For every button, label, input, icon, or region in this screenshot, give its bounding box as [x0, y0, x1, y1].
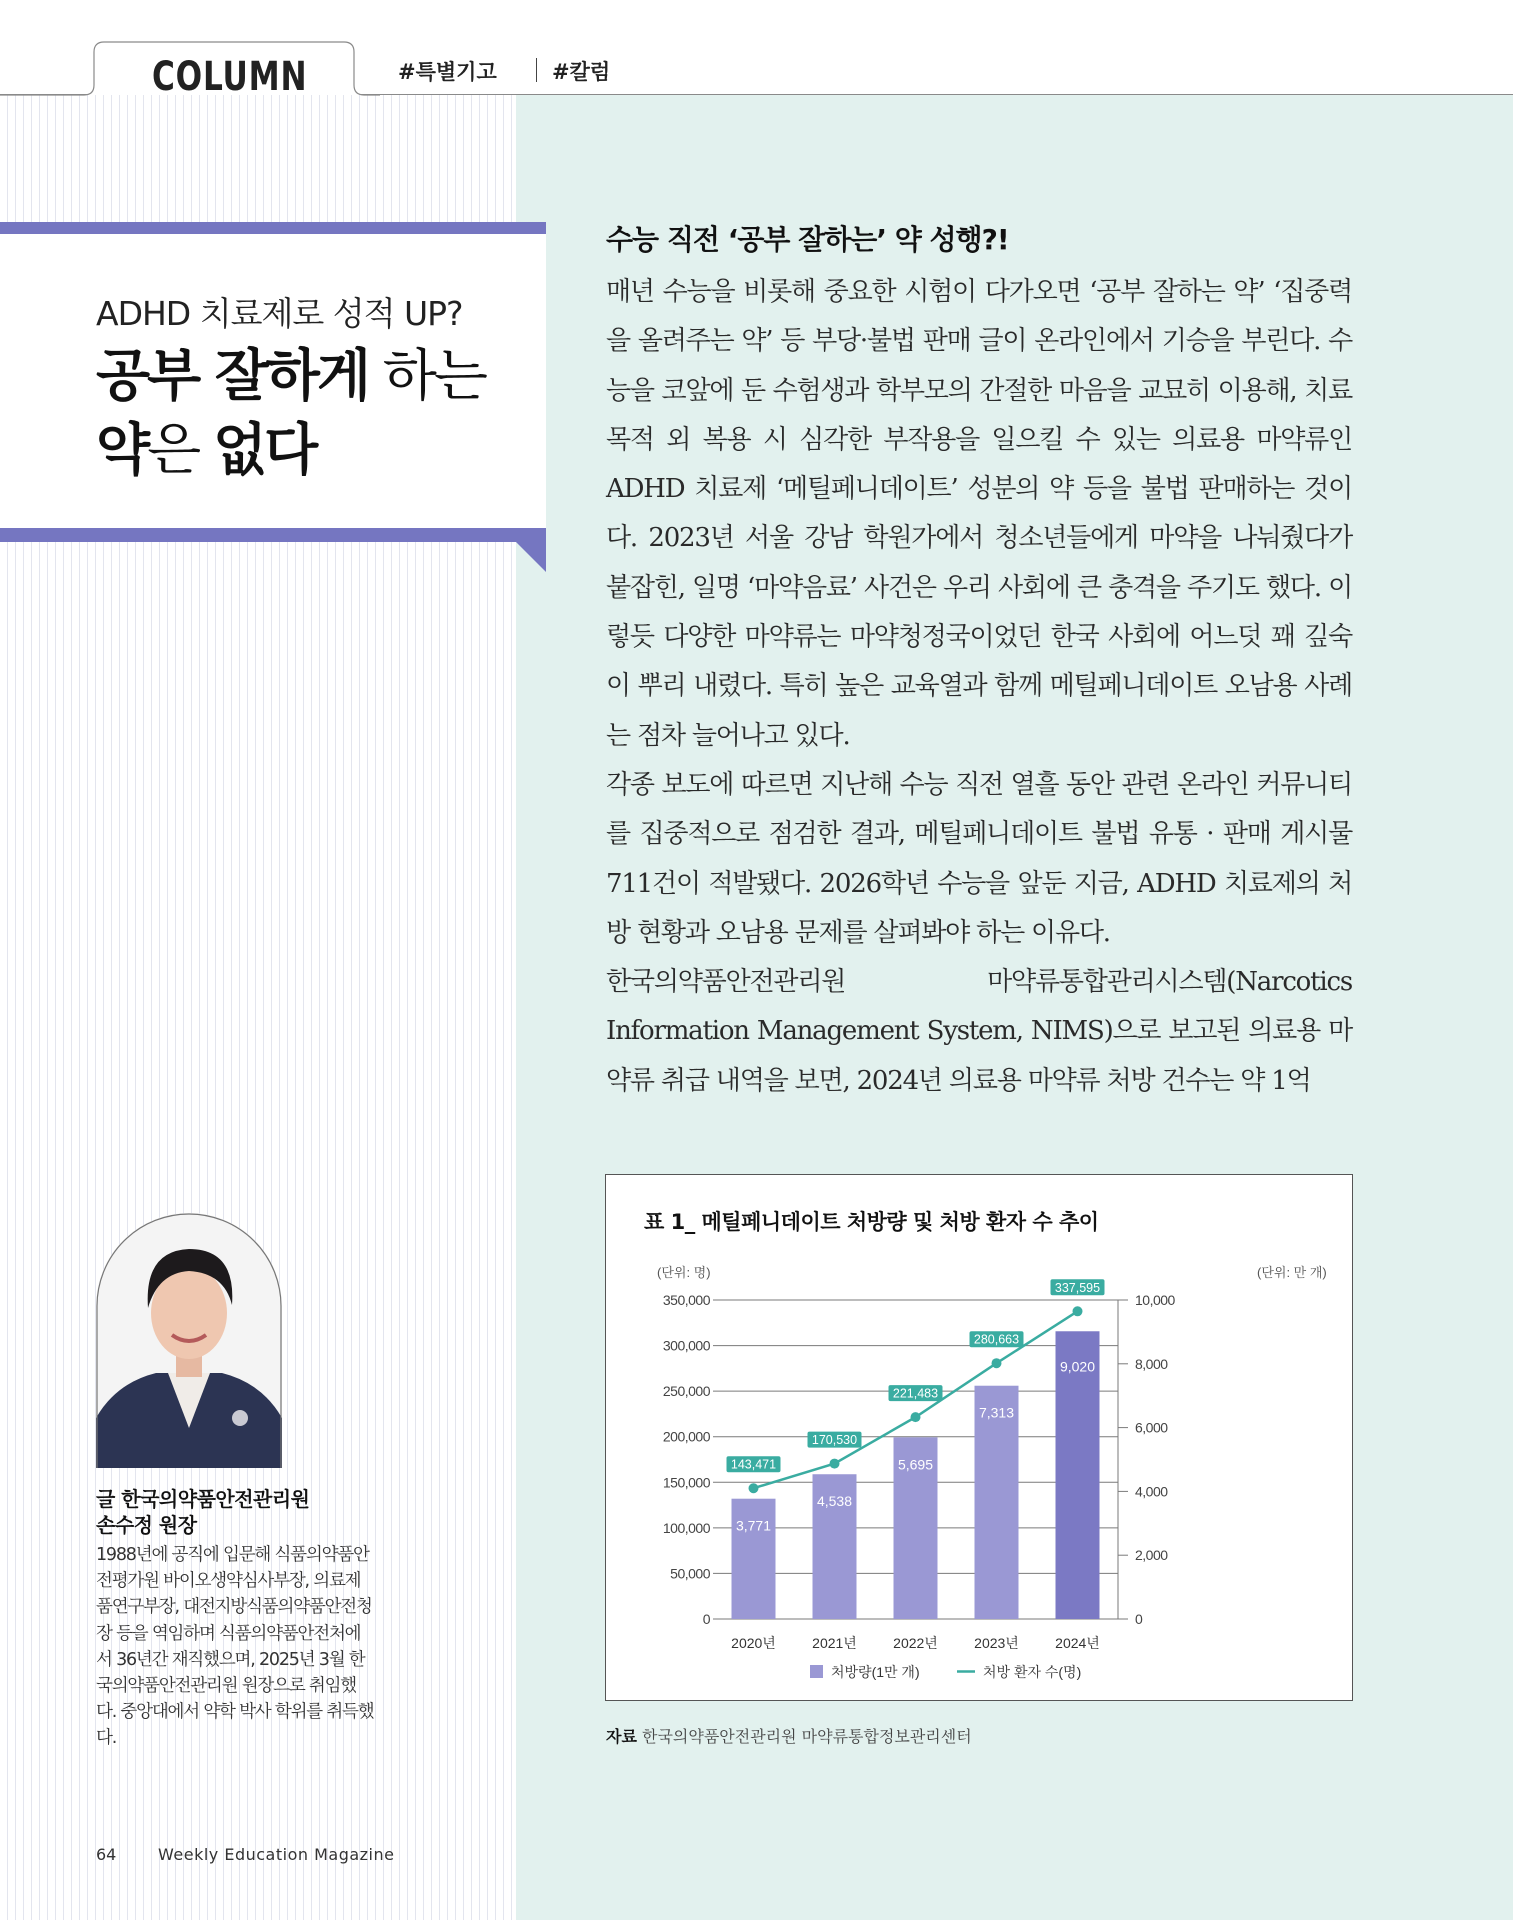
left-tick-label: 200,000 [662, 1428, 710, 1445]
line-point [1073, 1306, 1083, 1316]
title-bar-top [0, 222, 546, 234]
line-value-label: 337,595 [1054, 1280, 1101, 1295]
line-point [911, 1412, 921, 1422]
left-tick-label: 0 [702, 1611, 710, 1627]
left-tick-label: 250,000 [662, 1383, 710, 1400]
tag-separator [536, 58, 537, 82]
bar-value-label: 5,695 [897, 1456, 934, 1473]
line-value-label: 143,471 [730, 1457, 777, 1472]
magazine-name: Weekly Education Magazine [158, 1845, 395, 1864]
left-tick-label: 150,000 [662, 1474, 710, 1491]
x-tick-label: 2022년 [893, 1635, 938, 1651]
line-value-label: 170,530 [811, 1433, 858, 1448]
headline-light-2: 은 [147, 418, 214, 483]
author-affiliation: 글 한국의약품안전관리원 [96, 1487, 310, 1511]
right-axis-unit: (단위: 만 개) [1257, 1265, 1327, 1280]
headline-light-1: 하는 [367, 344, 485, 409]
chart-svg [605, 1174, 1353, 1701]
author-heading [96, 1486, 309, 1538]
right-tick-label: 2,000 [1135, 1547, 1168, 1564]
right-tick-label: 0 [1135, 1611, 1143, 1627]
x-tick-label: 2023년 [974, 1635, 1019, 1651]
headline-bold-1: 공부 잘하게 [96, 344, 368, 409]
line-value-label: 221,483 [892, 1386, 939, 1401]
right-tick-label: 4,000 [1135, 1483, 1168, 1500]
tag-column[interactable]: #칼럼 [552, 60, 611, 84]
paragraph: 각종 보도에 따르면 지난해 수능 직전 열흘 동안 관련 온라인 커뮤니티를 집중적으로 점검한 결과, 메틸페니데이트 불법 유통 · 판매 게시물 711건이 적발됐다. 2026학년 수능을 앞둔 지금, ADHD 치료제의 처방 현황과 오남용 문제를 살펴봐야 하는 이유다. [606, 769, 1352, 948]
left-axis-unit: (단위: 명) [657, 1265, 711, 1280]
tag-special[interactable]: #특별기고 [398, 60, 497, 84]
legend-line-label: 처방 환자 수(명) [983, 1664, 1082, 1680]
bar-value-label: 9,020 [1059, 1358, 1096, 1375]
section-label: COLUMN [152, 54, 308, 100]
source-label: 자료 [606, 1727, 637, 1746]
paragraph: 한국의약품안전관리원 마약류통합관리시스템(Narcotics Information Management System, NIMS)으로 보고된 의료용 마약류 취급 내역을 보면, 2024년 의료용 마약류 처방 건수는 약 1억 [606, 967, 1352, 1096]
line-value-label: 280,663 [973, 1332, 1020, 1347]
author-bio: 1988년에 공직에 입문해 식품의약품안전평가원 바이오생약심사부장, 의료제품연구부장, 대전지방식품의약품안전청장 등을 역임하며 식품의약품안전처에서 36년간 재직했으며, 2025년 3월 한국의약품안전관리원 원장으로 취임했다. 중앙대에서 약학 박사 학위를 취득했다. [96, 1545, 374, 1749]
section-heading: 수능 직전 ‘공부 잘하는’ 약 성행?! [606, 223, 1009, 256]
legend-bar-label: 처방량(1만 개) [831, 1664, 920, 1680]
bar [1056, 1331, 1100, 1619]
bar-value-label: 4,538 [816, 1493, 853, 1510]
author-portrait [96, 1213, 282, 1468]
right-tick-label: 8,000 [1135, 1355, 1168, 1372]
headline-bold-3: 없다 [213, 418, 316, 483]
x-tick-label: 2020년 [731, 1635, 776, 1651]
right-tick-label: 6,000 [1135, 1419, 1168, 1436]
line-point [992, 1358, 1002, 1368]
left-tick-label: 50,000 [670, 1565, 710, 1582]
author-name: 손수정 원장 [96, 1513, 197, 1537]
x-tick-label: 2021년 [812, 1635, 857, 1651]
left-tick-label: 100,000 [662, 1519, 710, 1536]
title-bar-triangle [516, 542, 546, 572]
headline-bold-2: 약 [96, 418, 148, 483]
right-tick-label: 10,000 [1135, 1292, 1175, 1308]
title-bar-bottom [0, 528, 546, 542]
paragraph: 매년 수능을 비롯해 중요한 시험이 다가오면 ‘공부 잘하는 약’ ‘집중력을 올려주는 약’ 등 부당·불법 판매 글이 온라인에서 기승을 부린다. 수능을 코앞에 둔 수험생과 학부모의 간절한 마음을 교묘히 이용해, 치료 목적 외 복용 시 심각한 부작용을 일으킬 수 있는 의료용 마약류인 ADHD 치료제 ‘메틸페니데이트’ 성분의 약 등을 불법 판매하는 것이다. 2023년 서울 강남 학원가에서 청소년들에게 마약을 나눠줬다가 붙잡힌, 일명 ‘마약음료’ 사건은 우리 사회에 큰 충격을 주기도 했다. 이렇듯 다양한 마약류는 마약청정국이었던 한국 사회에 어느덧 꽤 깊숙이 뿌리 내렸다. 특히 높은 교육열과 함께 메틸페니데이트 오남용 사례는 점차 늘어나고 있다. [606, 277, 1352, 751]
article-headline [96, 340, 485, 488]
article-subtitle: ADHD 치료제로 성적 UP? [96, 294, 463, 333]
line-point [749, 1483, 759, 1493]
bar-value-label: 3,771 [735, 1517, 772, 1534]
legend-bar-swatch [810, 1665, 823, 1678]
page-number: 64 [96, 1845, 117, 1864]
x-tick-label: 2024년 [1055, 1635, 1100, 1651]
bar-value-label: 7,313 [978, 1404, 1015, 1421]
article-body [606, 268, 1352, 1106]
source-text: 한국의약품안전관리원 마약류통합정보관리센터 [642, 1727, 972, 1746]
left-tick-label: 300,000 [662, 1337, 710, 1354]
left-tick-label: 350,000 [662, 1292, 710, 1308]
chart-title: 표 1_ 메틸페니데이트 처방량 및 처방 환자 수 추이 [644, 1210, 1099, 1234]
line-point [830, 1459, 840, 1469]
chart-source [606, 1724, 972, 1747]
